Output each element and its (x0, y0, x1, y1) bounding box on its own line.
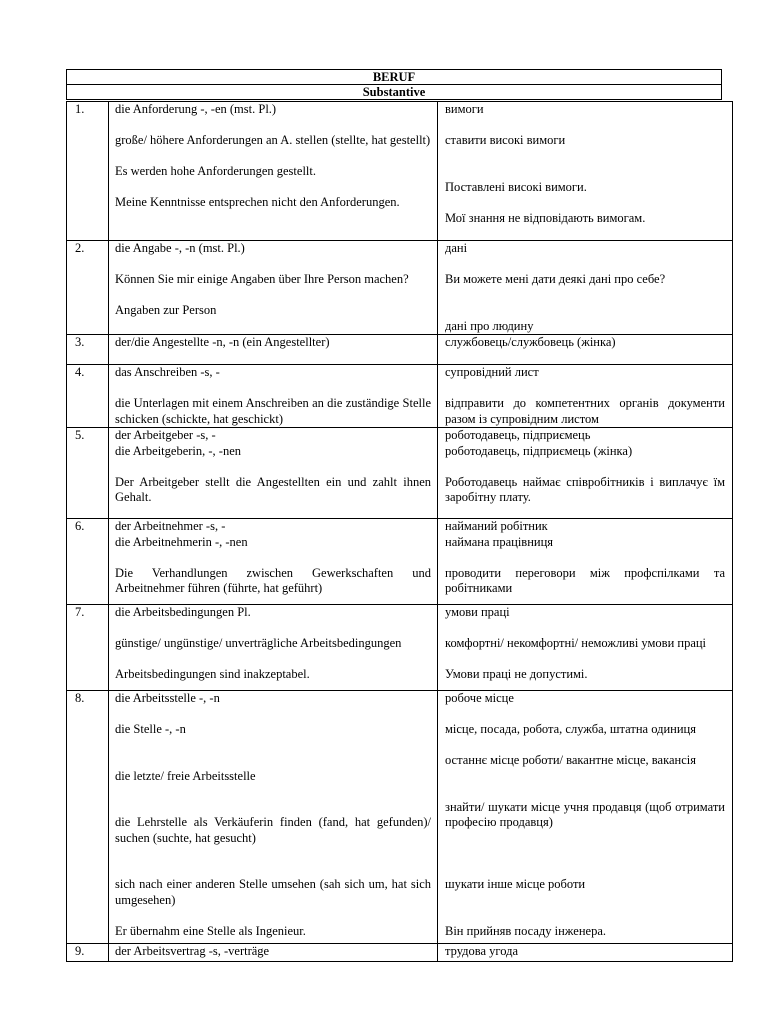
ukrainian-text: супровідний лист (445, 365, 539, 379)
ukrainian-translation-cell (438, 365, 733, 428)
german-text (115, 784, 431, 800)
german-term-cell (109, 519, 438, 605)
ukrainian-text: роботодавець, підприємець (жінка) (445, 443, 633, 458)
german-text (115, 846, 431, 862)
row-number: 5. (67, 428, 109, 519)
german-term-cell (109, 944, 438, 962)
german-term-cell (109, 335, 438, 365)
german-text: die Arbeitnehmerin -, -nen (115, 534, 248, 549)
german-term-cell (109, 691, 438, 944)
german-text: die Arbeitgeberin, -, -nen (115, 443, 241, 458)
german-text (115, 652, 431, 668)
row-number: 6. (67, 519, 109, 605)
ukrainian-text: знайти/ шукати місце учня продавця (щоб отримати професію продавця) (445, 799, 725, 829)
german-term-cell (109, 428, 438, 519)
table-row (67, 428, 733, 519)
german-text: die Stelle -, -n (115, 722, 186, 736)
ukrainian-text (445, 257, 725, 273)
german-text (115, 621, 431, 637)
table-row (67, 605, 733, 691)
german-text: Können Sie mir einige Angaben über Ihre Person machen? (115, 272, 409, 286)
german-text: Angaben zur Person (115, 303, 217, 317)
ukrainian-text (445, 707, 725, 723)
ukrainian-text: Роботодавець наймає співробітників і виплачує їм заробітну плату. (445, 474, 725, 504)
ukrainian-text: Він прийняв посаду інженера. (445, 923, 606, 938)
german-text: Meine Kenntnisse entsprechen nicht den Anforderungen. (115, 195, 400, 209)
german-text: Die Verhandlungen zwischen Gewerkschaften und Arbeitnehmer führen (führte, hat geführt) (115, 565, 431, 595)
ukrainian-text: місце, посада, робота, служба, штатна одиниця (445, 722, 696, 736)
ukrainian-translation-cell (438, 241, 733, 335)
german-text (115, 753, 431, 769)
german-term-cell (109, 365, 438, 428)
table-row (67, 335, 733, 365)
ukrainian-text: Умови праці не допустимі. (445, 667, 588, 681)
ukrainian-text: дані про людину (445, 318, 534, 333)
german-text: die Angabe -, -n (mst. Pl.) (115, 241, 245, 255)
german-text (115, 459, 431, 475)
ukrainian-text (445, 784, 725, 800)
german-text: die Arbeitsbedingungen Pl. (115, 605, 251, 619)
german-text (115, 550, 431, 566)
row-number: 8. (67, 691, 109, 944)
ukrainian-translation-cell (438, 605, 733, 691)
ukrainian-translation-cell (438, 102, 733, 241)
ukrainian-text (445, 738, 725, 754)
german-text: Der Arbeitgeber stellt die Angestellten ein und zahlt ihnen Gehalt. (115, 474, 431, 504)
row-number: 4. (67, 365, 109, 428)
ukrainian-text: дані (445, 241, 468, 255)
ukrainian-text (445, 195, 725, 211)
german-text (115, 180, 431, 196)
german-text (115, 800, 431, 816)
ukrainian-text: роботодавець, підприємець (445, 428, 591, 442)
german-text: der Arbeitnehmer -s, - (115, 519, 226, 533)
table-row (67, 241, 733, 335)
ukrainian-text: робоче місце (445, 691, 514, 705)
german-text: die Unterlagen mit einem Anschreiben an die zuständige Stelle schicken (schickte, hat geschickt) (115, 396, 431, 426)
german-text: die Lehrstelle als Verkäuferin finden (fand, hat gefunden)/ suchen (suchte, hat gesucht) (115, 815, 431, 845)
ukrainian-text: проводити переговори між профспілками та робітниками (445, 565, 725, 595)
ukrainian-text: наймана працівниця (445, 534, 554, 549)
german-text: das Anschreiben -s, - (115, 365, 220, 379)
german-text: der Arbeitsvertrag -s, -verträge (115, 944, 270, 958)
german-text (115, 257, 431, 273)
ukrainian-text: вимоги (445, 102, 484, 116)
ukrainian-text (445, 862, 725, 878)
row-number: 7. (67, 605, 109, 691)
german-text (115, 707, 431, 723)
ukrainian-text: службовець/службовець (жінка) (445, 335, 616, 349)
german-text (115, 381, 431, 397)
vocabulary-table (66, 101, 733, 962)
german-text (115, 288, 431, 304)
ukrainian-text (445, 164, 725, 180)
document-title: BERUF (67, 70, 722, 85)
german-text (115, 738, 431, 754)
ukrainian-text: останнє місце роботи/ вакантне місце, вакансія (445, 753, 696, 767)
german-text: Es werden hohe Anforderungen gestellt. (115, 164, 316, 178)
german-text: große/ höhere Anforderungen an A. stellen (stellte, hat gestellt) (115, 133, 431, 147)
german-text: Arbeitsbedingungen sind inakzeptabel. (115, 667, 310, 681)
table-row (67, 519, 733, 605)
ukrainian-text (445, 769, 725, 785)
ukrainian-translation-cell (438, 519, 733, 605)
ukrainian-text: Поставлені високі вимоги. (445, 179, 587, 194)
ukrainian-translation-cell (438, 428, 733, 519)
ukrainian-text: найманий робітник (445, 519, 548, 533)
row-number: 3. (67, 335, 109, 365)
german-text: die Arbeitsstelle -, -n (115, 691, 220, 705)
ukrainian-text (445, 652, 725, 668)
row-number: 1. (67, 102, 109, 241)
ukrainian-translation-cell (438, 944, 733, 962)
german-text: der/die Angestellte -n, -n (ein Angestellter) (115, 335, 330, 349)
ukrainian-translation-cell (438, 335, 733, 365)
table-row (67, 102, 733, 241)
german-text: die Anforderung -, -en (mst. Pl.) (115, 102, 277, 116)
ukrainian-text: ставити високі вимоги (445, 133, 566, 147)
ukrainian-text (445, 149, 725, 165)
german-text: günstige/ ungünstige/ unverträgliche Arbeitsbedingungen (115, 636, 402, 650)
ukrainian-text: відправити до компетентних органів документи разом із супровідним листом (445, 396, 725, 426)
ukrainian-text (445, 831, 725, 847)
german-term-cell (109, 241, 438, 335)
german-text (115, 862, 431, 878)
ukrainian-text: трудова угода (445, 944, 519, 958)
ukrainian-text (445, 550, 725, 566)
german-term-cell (109, 605, 438, 691)
ukrainian-text (445, 893, 725, 909)
german-text (115, 908, 431, 924)
document-subtitle: Substantive (67, 85, 722, 100)
ukrainian-text (445, 459, 725, 475)
german-text: der Arbeitgeber -s, - (115, 428, 216, 442)
german-text: die letzte/ freie Arbeitsstelle (115, 768, 256, 783)
ukrainian-text (445, 621, 725, 637)
table-row (67, 691, 733, 944)
ukrainian-text: Мої знання не відповідають вимогам. (445, 210, 646, 225)
ukrainian-text (445, 288, 725, 304)
row-number: 2. (67, 241, 109, 335)
ukrainian-text (445, 303, 725, 319)
ukrainian-text (445, 846, 725, 862)
ukrainian-text (445, 118, 725, 134)
german-text: Er übernahm eine Stelle als Ingenieur. (115, 923, 306, 938)
ukrainian-text: Ви можете мені дати деякі дані про себе? (445, 272, 666, 286)
ukrainian-text (445, 908, 725, 924)
ukrainian-text: умови праці (445, 605, 510, 619)
german-term-cell (109, 102, 438, 241)
ukrainian-translation-cell (438, 691, 733, 944)
table-row (67, 944, 733, 962)
german-text: sich nach einer anderen Stelle umsehen (sah sich um, hat sich umgesehen) (115, 877, 431, 907)
header-table (66, 69, 722, 100)
ukrainian-text: шукати інше місце роботи (445, 877, 586, 891)
table-row (67, 365, 733, 428)
row-number: 9. (67, 944, 109, 962)
ukrainian-text (445, 381, 725, 397)
ukrainian-text: комфортні/ некомфортні/ неможливі умови праці (445, 636, 707, 650)
german-text (115, 118, 431, 134)
german-text (115, 149, 431, 165)
